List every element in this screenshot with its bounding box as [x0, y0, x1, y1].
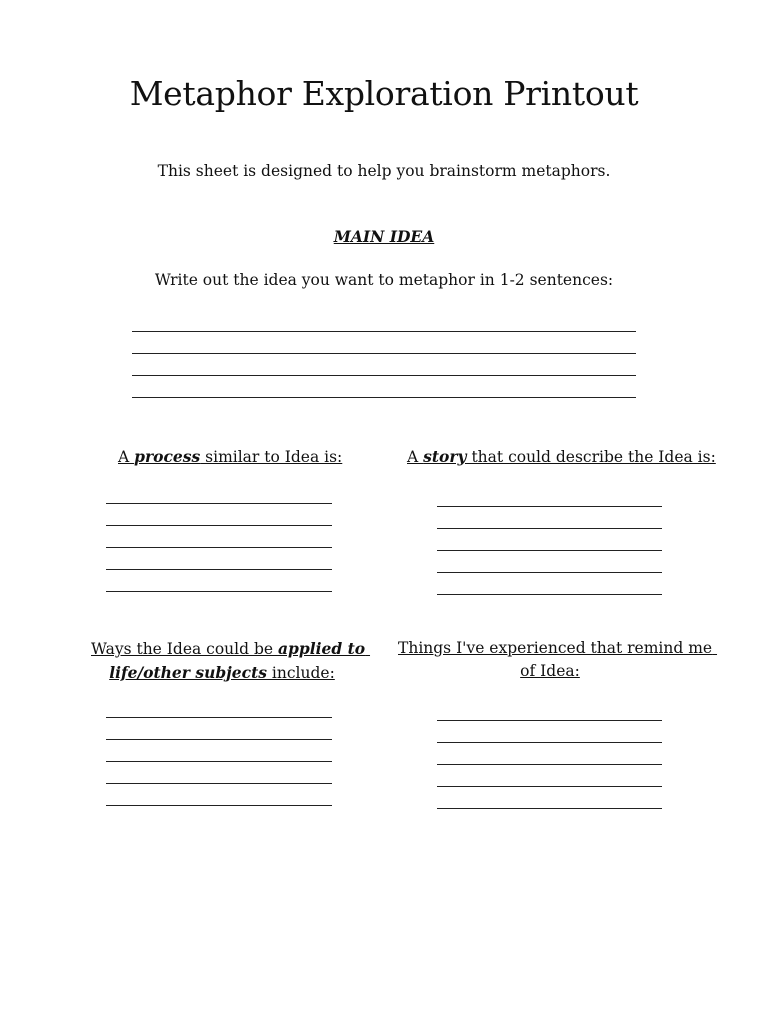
applied-prompt-line2 — [91, 661, 353, 685]
writing-line — [106, 525, 332, 526]
writing-line — [437, 764, 662, 765]
writing-line — [437, 506, 662, 507]
process-prompt-post: similar to Idea is: — [200, 448, 343, 466]
writing-line — [106, 569, 332, 570]
writing-line — [106, 591, 332, 592]
applied-prompt-line1-emphasis: applied to — [277, 639, 366, 658]
applied-prompt-line1 — [91, 637, 366, 661]
process-prompt-pre: A — [118, 448, 135, 466]
story-prompt-post: that could describe the Idea is: — [466, 448, 716, 466]
writing-line — [106, 805, 332, 806]
applied-prompt-line2-emphasis: life/other subjects — [109, 663, 267, 682]
writing-line — [106, 761, 332, 762]
experienced-prompt — [398, 637, 713, 683]
writing-line — [437, 720, 662, 721]
writing-line — [132, 331, 636, 332]
writing-line — [437, 572, 662, 573]
process-prompt — [118, 445, 342, 469]
writing-line — [132, 397, 636, 398]
writing-line — [106, 717, 332, 718]
main-idea-heading: MAIN IDEA — [333, 227, 435, 246]
experienced-prompt-line1-text: Things I've experienced that remind me — [398, 639, 713, 657]
story-prompt-pre: A — [407, 448, 424, 466]
page-title: Metaphor Exploration Printout — [129, 74, 639, 113]
writing-line — [132, 375, 636, 376]
writing-line — [437, 742, 662, 743]
story-prompt — [407, 445, 716, 469]
experienced-prompt-line1 — [398, 637, 713, 660]
writing-line — [437, 550, 662, 551]
writing-line — [106, 783, 332, 784]
main-idea-instruction: Write out the idea you want to metaphor in 1-2 sentences: — [154, 271, 614, 289]
experienced-prompt-line2: of Idea: — [520, 662, 580, 680]
story-prompt-emphasis: story — [423, 447, 467, 466]
applied-prompt-line1-pre: Ways the Idea could be — [91, 640, 278, 658]
writing-line — [132, 353, 636, 354]
writing-line — [437, 528, 662, 529]
writing-line — [437, 808, 662, 809]
writing-line — [437, 786, 662, 787]
writing-line — [106, 503, 332, 504]
writing-line — [106, 547, 332, 548]
applied-prompt-line2-post: include: — [266, 664, 335, 682]
process-prompt-emphasis: process — [134, 447, 201, 466]
subtitle: This sheet is designed to help you brainstorm metaphors. — [157, 162, 611, 180]
writing-line — [437, 594, 662, 595]
applied-prompt — [91, 637, 366, 685]
writing-line — [106, 739, 332, 740]
